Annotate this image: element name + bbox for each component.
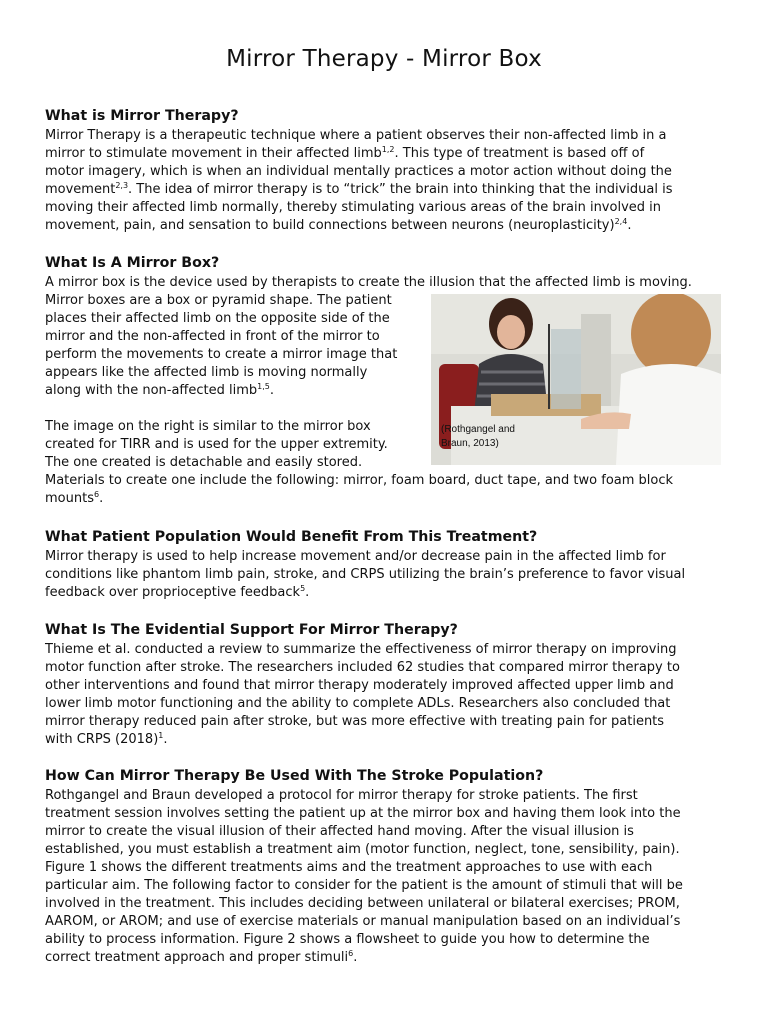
text-line: with CRPS $(2018)^1$. [45, 731, 168, 747]
text-line: mirror and the non-affected in front of the mirror to [45, 329, 380, 344]
text-line: other interventions and found that mirror therapy moderately improved affected upper limb and [45, 678, 674, 693]
text-line: Figure 1 shows the different treatments aims and the treatment approaches to use with each [45, 860, 653, 875]
text-line: AAROM, or AROM; and use of exercise materials or manual manipulation based on an individual’s [45, 914, 681, 929]
text-line: lower limb motor functioning and the ability to complete ADLs. Researchers also concluded that [45, 696, 671, 711]
heading-patient-population: What Patient Population Would Benefit From This Treatment? [45, 529, 538, 545]
text-line: mirror to create the visual illusion of their affected hand moving. After the visual illusion is [45, 824, 634, 839]
text-line: involved in the treatment. This includes deciding between unilateral or bilateral exercises; PROM, [45, 896, 680, 911]
paragraph-what-is-mirror-therapy [45, 127, 725, 235]
heading-evidential-support: What Is The Evidential Support For Mirror Therapy? [45, 622, 458, 638]
citation: 1,5 [257, 382, 270, 391]
text-line: Mirror boxes are a box or pyramid shape. The patient [45, 293, 392, 308]
text-line: movement, pain, and sensation to build connections between neurons (neuroplasticity)$^{2,4}$. [45, 217, 632, 233]
text-line: correct treatment approach and proper stimuli$^6$. [45, 949, 358, 965]
caption-line: (Rothgangel and [441, 424, 515, 435]
citation: 2,3 [115, 181, 129, 190]
text-line: particular aim. The following factor to consider for the patient is the amount of stimuli that will be [45, 878, 683, 893]
text-line: moving their affected limb normally, thereby stimulating various areas of the brain involved in [45, 200, 661, 215]
heading-what-is-a-mirror-box: What Is A Mirror Box? [45, 255, 220, 271]
text-line: perform the movements to create a mirror image that [45, 347, 398, 362]
paragraph-evidential-support [45, 641, 725, 749]
text-line: Thieme et al. conducted a review to summarize the effectiveness of mirror therapy on improving [45, 642, 677, 657]
text-line: conditions like phantom limb pain, stroke, and CRPS utilizing the brain’s preference to favor visual [45, 567, 686, 582]
text-line: places their affected limb on the opposite side of the [45, 311, 390, 326]
text-line: mirror therapy reduced pain after stroke, but was more effective with treating pain for patients [45, 714, 665, 729]
text-line: The image on the right is similar to the mirror box [45, 419, 371, 434]
text-line: treatment session involves setting the patient up at the mirror box and having them look into the [45, 806, 681, 821]
paragraph-patient-population [45, 548, 725, 602]
text-line: mounts$^6$. [45, 490, 104, 506]
text-line: appears like the affected limb is moving normally [45, 365, 368, 380]
paragraph-stroke-population [45, 787, 725, 967]
text-line: Mirror therapy is used to help increase movement and/or decrease pain in the affected limb for [45, 549, 666, 564]
text-line: A mirror box is the device used by therapists to create the illusion that the affected limb is moving. [45, 275, 692, 290]
text-line: The one created is detachable and easily stored. [45, 455, 363, 470]
text-line: created for TIRR and is used for the upper extremity. [45, 437, 388, 452]
caption-line: Braun, 2013) [441, 438, 499, 449]
citation: 5 [300, 584, 306, 593]
text-line: movement$^{2,3}$. The idea of mirror therapy is to “trick” the brain into thinking that the individual is [45, 181, 673, 197]
text-line: ability to process information. Figure 2 shows a flowsheet to guide you how to determine the [45, 932, 650, 947]
document-title: Mirror Therapy - Mirror Box [226, 46, 542, 72]
text-line: motor imagery, which is when an individual mentally practices a motor action without doing the [45, 164, 672, 179]
photo-caption [441, 423, 515, 451]
text-line: Mirror Therapy is a therapeutic technique where a patient observes their non-affected limb in a [45, 128, 667, 143]
text-line: feedback over proprioceptive feedback$^5$. [45, 584, 310, 600]
text-line: established, you must establish a treatment aim (motor function, neglect, tone, sensibility, pain). [45, 842, 680, 857]
citation: 2,4 [614, 217, 628, 226]
heading-stroke-population: How Can Mirror Therapy Be Used With The Stroke Population? [45, 768, 544, 784]
citation: 6 [93, 490, 100, 499]
text-line: along with the non-affected limb$^{1,5}$. [45, 382, 275, 398]
citation: 1 [158, 731, 164, 740]
heading-what-is-mirror-therapy: What is Mirror Therapy? [45, 108, 239, 124]
text-line: mirror to stimulate movement in their affected limb$^{1,2}$. This type of treatment is based off of [45, 145, 645, 161]
text-line: Materials to create one include the following: mirror, foam board, duct tape, and two foam block [45, 473, 674, 488]
citation: 6 [348, 949, 354, 958]
text-line: motor function after stroke. The researchers included 62 studies that compared mirror therapy to [45, 660, 680, 675]
text-line: Rothgangel and Braun developed a protocol for mirror therapy for stroke patients. The first [45, 788, 638, 803]
citation: 1,2 [381, 145, 395, 154]
